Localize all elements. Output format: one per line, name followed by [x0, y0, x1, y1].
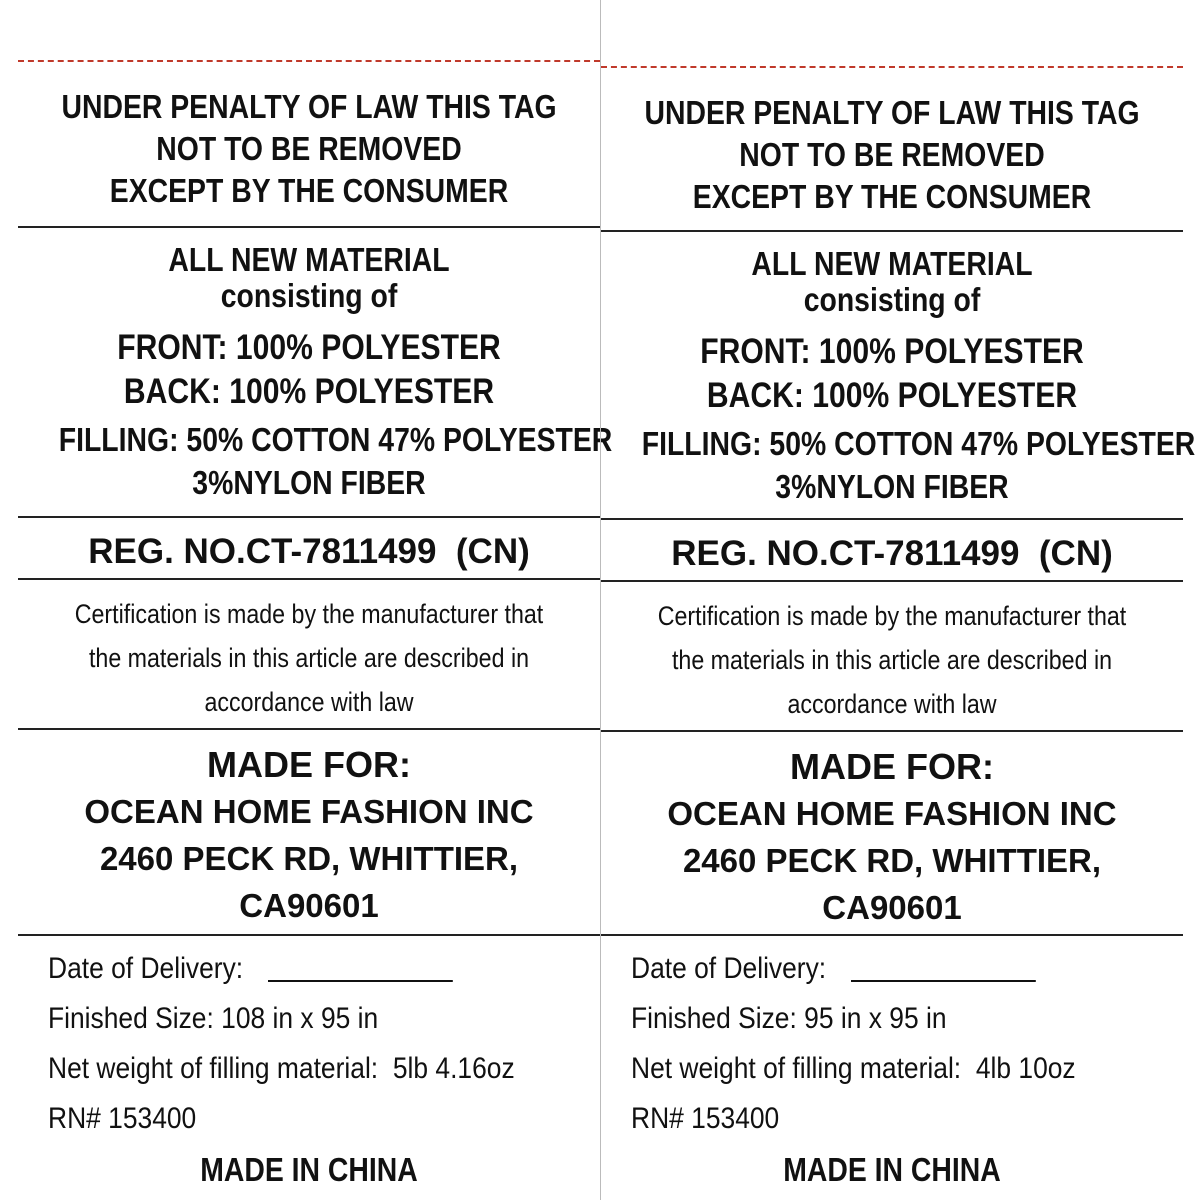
perforation-line — [601, 66, 1183, 68]
certification-block — [601, 594, 1183, 726]
date-of-delivery-row — [48, 944, 525, 994]
certification-line: accordance with law — [204, 687, 414, 717]
made-for-line: 2460 PECK RD, WHITTIER, — [99, 840, 519, 877]
filling-content: FILLING: 50% COTTON 47% POLYESTER — [58, 421, 613, 458]
material-block — [18, 241, 613, 504]
made-for-title: MADE FOR: — [790, 746, 994, 787]
divider — [18, 934, 600, 936]
net-weight-row — [631, 1044, 1108, 1094]
perforation-line — [18, 60, 600, 62]
details-block — [631, 944, 1173, 1144]
reg-number: REG. NO.CT-7811499 (CN) — [671, 534, 1113, 573]
divider — [601, 518, 1183, 520]
law-tag-right — [600, 0, 1196, 1200]
warning-line: UNDER PENALTY OF LAW THIS TAG — [644, 94, 1140, 131]
date-blank — [851, 958, 1036, 982]
made-for-block — [18, 742, 600, 929]
details-block — [48, 944, 590, 1144]
certification-line: accordance with law — [787, 689, 997, 719]
back-content: BACK: 100% POLYESTER — [706, 376, 1078, 415]
certification-line: Certification is made by the manufacturer that — [74, 599, 544, 629]
net-weight-label: Net weight of filling material: — [631, 1052, 962, 1085]
date-label: Date of Delivery: — [631, 952, 827, 985]
filling-extra: 3%NYLON FIBER — [192, 464, 426, 501]
front-content: FRONT: 100% POLYESTER — [700, 332, 1084, 371]
made-for-line: 2460 PECK RD, WHITTIER, — [682, 842, 1102, 879]
divider — [601, 934, 1183, 936]
made-in-block — [601, 1148, 1183, 1192]
certification-line: Certification is made by the manufacturer that — [657, 601, 1127, 631]
filling-content: FILLING: 50% COTTON 47% POLYESTER — [641, 425, 1196, 462]
reg-block — [601, 534, 1183, 574]
made-in: MADE IN CHINA — [200, 1151, 418, 1188]
divider — [601, 230, 1183, 232]
warning-line: NOT TO BE REMOVED — [739, 136, 1045, 173]
certification-block — [18, 592, 600, 724]
made-for-block — [601, 744, 1183, 931]
net-weight-row — [48, 1044, 525, 1094]
material-subtitle: consisting of — [220, 277, 398, 314]
date-blank — [268, 958, 453, 982]
made-for-title: MADE FOR: — [207, 744, 411, 785]
divider — [18, 226, 600, 228]
reg-block — [18, 532, 600, 572]
warning-block — [601, 92, 1183, 218]
warning-line: NOT TO BE REMOVED — [156, 130, 462, 167]
certification-line: the materials in this article are described in — [88, 643, 530, 673]
date-of-delivery-row — [631, 944, 1108, 994]
law-tag-left — [18, 0, 613, 1200]
back-content: BACK: 100% POLYESTER — [123, 372, 495, 411]
made-for-line: OCEAN HOME FASHION INC — [667, 795, 1117, 832]
reg-number: REG. NO.CT-7811499 (CN) — [88, 532, 530, 571]
finished-size: Finished Size: 95 in x 95 in — [631, 1002, 947, 1035]
warning-line: UNDER PENALTY OF LAW THIS TAG — [61, 88, 557, 125]
made-in-block — [18, 1148, 600, 1192]
filling-extra: 3%NYLON FIBER — [775, 468, 1009, 505]
material-block — [601, 245, 1196, 508]
date-label: Date of Delivery: — [48, 952, 244, 985]
divider — [18, 516, 600, 518]
divider — [601, 730, 1183, 732]
net-weight-value: 5lb 4.16oz — [392, 1052, 515, 1085]
net-weight-label: Net weight of filling material: — [48, 1052, 379, 1085]
rn-number: RN# 153400 — [48, 1102, 197, 1135]
made-for-line: CA90601 — [239, 887, 379, 924]
rn-number: RN# 153400 — [631, 1102, 780, 1135]
certification-line: the materials in this article are described in — [671, 645, 1113, 675]
material-title: ALL NEW MATERIAL — [168, 241, 450, 278]
finished-size: Finished Size: 108 in x 95 in — [48, 1002, 379, 1035]
made-for-line: CA90601 — [822, 889, 962, 926]
front-content: FRONT: 100% POLYESTER — [117, 328, 501, 367]
material-title: ALL NEW MATERIAL — [751, 245, 1033, 282]
warning-line: EXCEPT BY THE CONSUMER — [109, 172, 509, 209]
divider — [601, 580, 1183, 582]
divider — [18, 728, 600, 730]
warning-line: EXCEPT BY THE CONSUMER — [692, 178, 1092, 215]
material-subtitle: consisting of — [803, 281, 981, 318]
made-for-line: OCEAN HOME FASHION INC — [84, 793, 534, 830]
warning-block — [18, 86, 600, 212]
made-in: MADE IN CHINA — [783, 1151, 1001, 1188]
divider — [18, 578, 600, 580]
net-weight-value: 4lb 10oz — [975, 1052, 1076, 1085]
